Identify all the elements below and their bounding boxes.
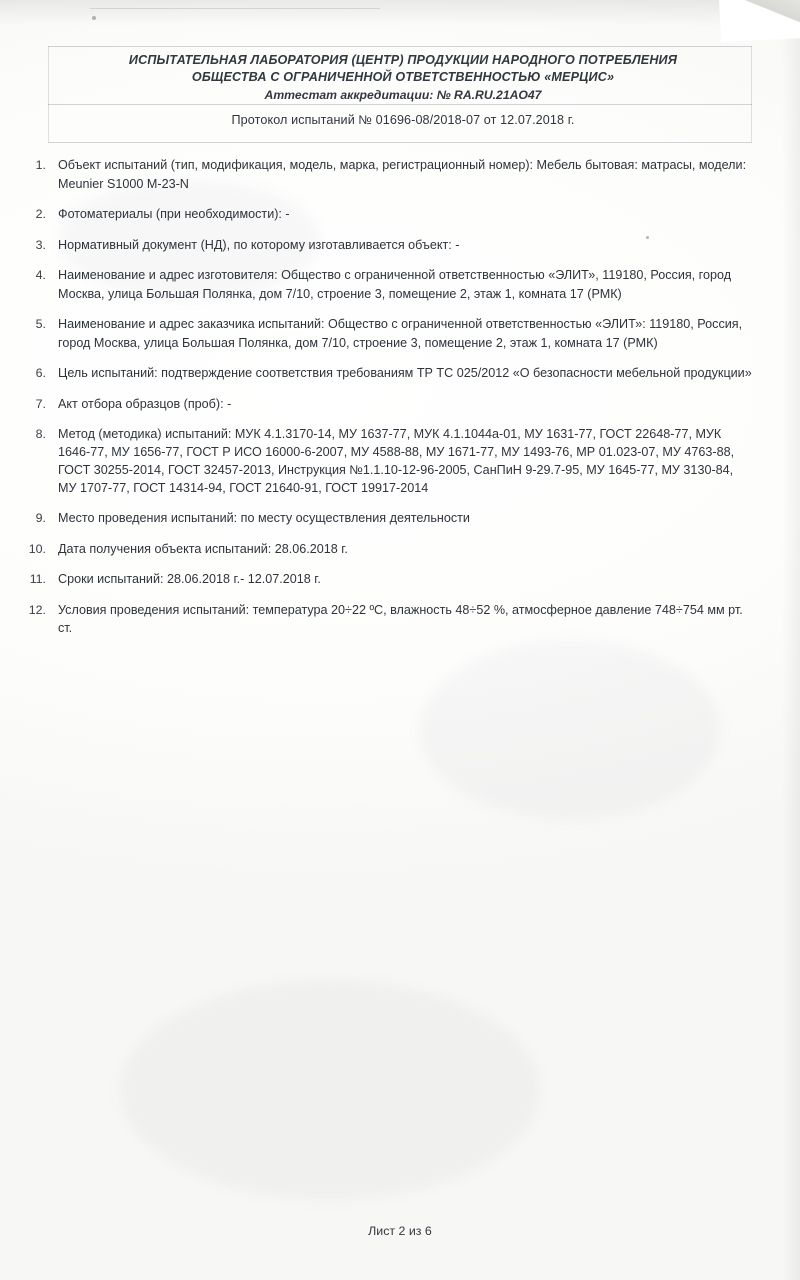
list-item <box>0 601 800 638</box>
list-item-text: Цель испытаний: подтверждение соответствия требованиям ТР ТС 025/2012 «О безопасности мебельной продукции» <box>58 366 752 380</box>
list-item-number: 1. <box>35 158 46 172</box>
list-item-number: 8. <box>35 427 46 441</box>
list-item <box>0 425 800 497</box>
list-item-text: Объект испытаний (тип, модификация, модель, марка, регистрационный номер): Мебель бытовая: матрасы, модели: Meunier S1000 M-23-N <box>58 158 747 191</box>
list-item-text: Условия проведения испытаний: температура 20÷22 ºС, влажность 48÷52 %, атмосферное давление 748÷754 мм рт. ст. <box>58 602 743 635</box>
document-header <box>58 52 748 127</box>
protocol-title: Протокол испытаний № 01696-08/2018-07 от 12.07.2018 г. <box>231 113 575 127</box>
list-item <box>0 236 800 255</box>
header-border-left <box>48 46 49 142</box>
list-item <box>0 364 800 383</box>
list-item <box>0 315 800 352</box>
list-item-number: 9. <box>35 511 46 525</box>
header-rule-bottom <box>48 142 752 143</box>
page-corner-fold <box>719 0 800 42</box>
list-item-number: 7. <box>35 396 46 411</box>
list-item-number: 3. <box>35 237 46 252</box>
list-item <box>0 205 800 224</box>
list-item <box>0 266 800 303</box>
header-border-right <box>751 46 752 142</box>
scan-smudge <box>420 640 720 820</box>
list-item <box>0 509 800 528</box>
list-item-text: Фотоматериалы (при необходимости): - <box>58 207 290 221</box>
list-item-text: Дата получения объекта испытаний: 28.06.2018 г. <box>58 541 348 556</box>
list-item-number: 10. <box>28 541 46 556</box>
list-item-number: 4. <box>35 268 46 282</box>
scan-artifact-line <box>90 8 380 9</box>
list-item <box>0 395 800 414</box>
list-item-text: Наименование и адрес заказчика испытаний: Общество с ограниченной ответственностью «ЭЛИТ»: 119180, Россия, город Москва, улица Большая Полянка, дом 7/10, строение 3, помещение 2, этаж 1, комната 17 (РМК) <box>58 317 743 350</box>
scan-speck <box>92 16 96 20</box>
laboratory-name-line2: ОБЩЕСТВА С ОГРАНИЧЕННОЙ ОТВЕТСТВЕННОСТЬЮ «МЕРЦИС» <box>191 70 615 84</box>
list-item-text: Сроки испытаний: 28.06.2018 г.- 12.07.2018 г. <box>58 572 321 586</box>
list-item-number: 5. <box>35 317 46 331</box>
list-item-number: 12. <box>28 602 46 617</box>
list-item-number: 11. <box>29 572 46 586</box>
list-item-text: Наименование и адрес изготовителя: Общество с ограниченной ответственностью «ЭЛИТ», 119180, Россия, город Москва, улица Большая Полянка, дом 7/10, строение 3, помещение 2, этаж 1, комната 17 (РМК) <box>58 268 732 301</box>
list-item-text: Нормативный документ (НД), по которому изготавливается объект: - <box>58 237 460 252</box>
list-item-text: Место проведения испытаний: по месту осуществления деятельности <box>58 511 470 525</box>
list-item <box>0 570 800 589</box>
list-item <box>0 156 800 193</box>
list-item-number: 6. <box>35 366 46 380</box>
list-item-text: Акт отбора образцов (проб): - <box>58 396 232 411</box>
protocol-items-list <box>0 156 800 650</box>
laboratory-name-line1: ИСПЫТАТЕЛЬНАЯ ЛАБОРАТОРИЯ (ЦЕНТР) ПРОДУКЦИИ НАРОДНОГО ПОТРЕБЛЕНИЯ <box>128 53 678 67</box>
header-rule-top <box>48 46 752 47</box>
list-item <box>0 540 800 559</box>
scan-edge-shadow-top <box>0 0 800 26</box>
list-item-text: Метод (методика) испытаний: МУК 4.1.3170-14, МУ 1637-77, МУК 4.1.1044а-01, МУ 1631-77, ГОСТ 22648-77, МУК 1646-77, МУ 1656-77, ГОСТ Р ИСО 16000-6-2007, МУ 4588-88, МУ 1671-77, МУ 1493-76, МР 01.023-07, МУ 4763-88, ГОСТ 30255-2014, ГОСТ 32457-2013, Инструкция №1.1.10-12-96-2005, СанПиН 9-29.7-95, МУ 1645-77, МУ 3130-84, МУ 1707-77, ГОСТ 14314-94, ГОСТ 21640-91, ГОСТ 19917-2014 <box>58 427 735 495</box>
scan-smudge <box>120 980 540 1200</box>
accreditation-certificate: Аттестат аккредитации: № RA.RU.21AO47 <box>264 88 542 102</box>
page-footer: Лист 2 из 6 <box>368 1224 432 1238</box>
list-item-number: 2. <box>35 207 46 221</box>
